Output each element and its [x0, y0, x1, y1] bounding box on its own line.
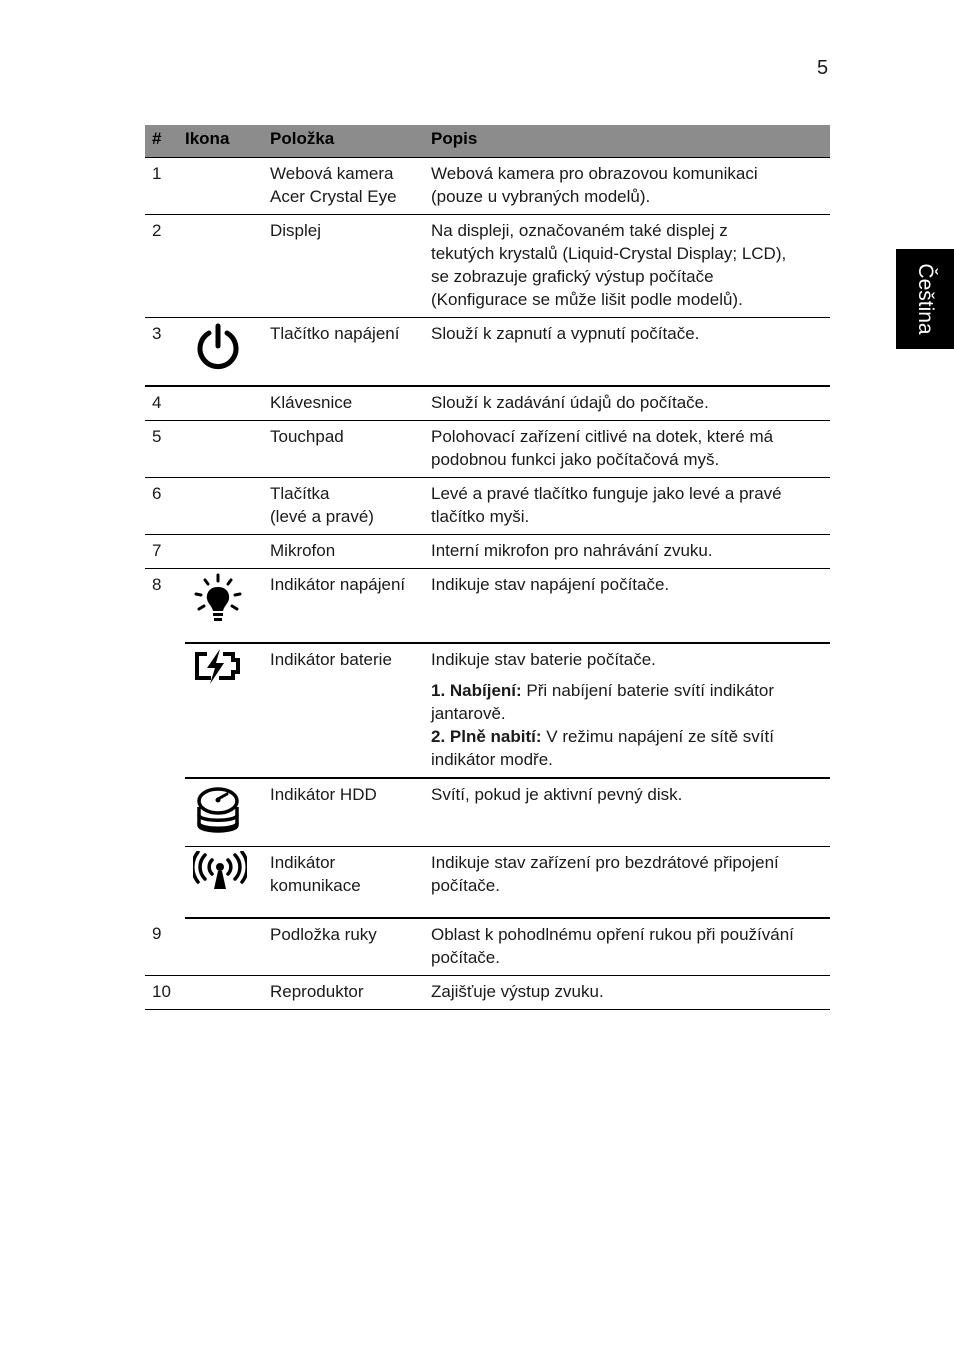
item-line: Acer Crystal Eye: [270, 187, 397, 206]
desc-line: tlačítko myši.: [431, 507, 530, 526]
power-indicator-icon: [193, 573, 243, 625]
desc-line: Levé a pravé tlačítko funguje jako levé a pravé: [431, 484, 782, 503]
row-item: [270, 421, 431, 478]
desc-line: Slouží k zapnutí a vypnutí počítače.: [431, 324, 700, 343]
desc-line: podobnou funkci jako počítačová myš.: [431, 450, 720, 469]
row-icon: [185, 847, 270, 919]
item-line: Mikrofon: [270, 541, 336, 560]
table-row: [145, 535, 830, 569]
row-item: [270, 158, 431, 215]
row-number: 7: [145, 535, 185, 569]
desc-line: počítače.: [431, 876, 500, 895]
item-line: Klávesnice: [270, 393, 353, 412]
table-row: [145, 643, 830, 778]
language-tab-label: Čeština: [914, 263, 937, 335]
row-item: [270, 215, 431, 318]
note-text: indikátor modře.: [431, 750, 553, 769]
row-desc: [431, 778, 830, 847]
row-number: 9: [145, 918, 185, 976]
hdd-icon: [193, 783, 243, 833]
row-icon: [185, 976, 270, 1010]
row-item: [270, 478, 431, 535]
header-item: Položka: [270, 125, 431, 158]
desc-line: Webová kamera pro obrazovou komunikaci: [431, 164, 758, 183]
row-item: [270, 318, 431, 387]
desc-line: Slouží k zadávání údajů do počítače.: [431, 393, 709, 412]
note-text: jantarově.: [431, 704, 506, 723]
row-item: [270, 569, 431, 644]
row-icon: [185, 778, 270, 847]
row-item: [270, 976, 431, 1010]
desc-line: (Konfigurace se může lišit podle modelů).: [431, 290, 743, 309]
note-text: V režimu napájení ze sítě svítí: [541, 727, 774, 746]
note-label: 1. Nabíjení:: [431, 681, 522, 700]
row-desc: [431, 847, 830, 919]
row-item: [270, 778, 431, 847]
battery-icon: [193, 648, 243, 688]
item-line: (levé a pravé): [270, 507, 374, 526]
note-text: Při nabíjení baterie svítí indikátor: [521, 681, 774, 700]
row-desc: [431, 386, 830, 421]
item-line: Touchpad: [270, 427, 344, 446]
header-desc: Popis: [431, 125, 830, 158]
desc-line: Zajišťuje výstup zvuku.: [431, 982, 604, 1001]
wireless-icon: [193, 851, 247, 893]
row-icon: [185, 215, 270, 318]
note: [431, 679, 830, 771]
note-label: 2. Plně nabití:: [431, 727, 542, 746]
language-tab: [896, 249, 954, 349]
page-number: 5: [817, 57, 829, 79]
row-desc: [431, 976, 830, 1010]
item-line: Indikátor baterie: [270, 650, 392, 669]
row-icon: [185, 918, 270, 976]
row-icon: [185, 386, 270, 421]
table-row: [145, 318, 830, 387]
table-row: [145, 215, 830, 318]
table-row: [145, 918, 830, 976]
power-icon: [193, 322, 243, 372]
row-icon: [185, 421, 270, 478]
row-item: [270, 918, 431, 976]
items-table: [145, 125, 830, 1010]
table-row: [145, 421, 830, 478]
table-row: [145, 847, 830, 919]
header-icon: Ikona: [185, 125, 270, 158]
row-icon: [185, 478, 270, 535]
row-icon: [185, 158, 270, 215]
row-number: 1: [145, 158, 185, 215]
table-header-row: [145, 125, 830, 158]
table-row: [145, 569, 830, 644]
desc-line: Na displeji, označovaném také displej z: [431, 221, 728, 240]
desc-line: Indikuje stav baterie počítače.: [431, 650, 656, 669]
item-line: Webová kamera: [270, 164, 394, 183]
desc-line: počítače.: [431, 948, 500, 967]
row-desc: [431, 215, 830, 318]
desc-line: Indikuje stav zařízení pro bezdrátové připojení: [431, 853, 779, 872]
table-row: [145, 386, 830, 421]
row-number: 10: [145, 976, 185, 1010]
row-icon: [185, 569, 270, 644]
row-desc: [431, 318, 830, 387]
row-icon: [185, 318, 270, 387]
row-icon: [185, 535, 270, 569]
row-desc: [431, 158, 830, 215]
row-number: 6: [145, 478, 185, 535]
table-row: [145, 478, 830, 535]
item-line: Indikátor napájení: [270, 575, 406, 594]
desc-line: Oblast k pohodlnému opření rukou při používání: [431, 925, 794, 944]
row-icon: [185, 643, 270, 778]
item-line: Reproduktor: [270, 982, 364, 1001]
row-desc: [431, 535, 830, 569]
table-row: [145, 158, 830, 215]
row-item: [270, 535, 431, 569]
item-line: Displej: [270, 221, 322, 240]
desc-line: se zobrazuje grafický výstup počítače: [431, 267, 714, 286]
item-line: Tlačítko napájení: [270, 324, 400, 343]
desc-line: Svítí, pokud je aktivní pevný disk.: [431, 785, 683, 804]
row-desc: [431, 643, 830, 778]
row-number: 5: [145, 421, 185, 478]
desc-line: tekutých krystalů (Liquid-Crystal Display; LCD),: [431, 244, 787, 263]
desc-line: Interní mikrofon pro nahrávání zvuku.: [431, 541, 713, 560]
row-item: [270, 643, 431, 778]
item-line: Podložka ruky: [270, 925, 377, 944]
row-desc: [431, 918, 830, 976]
row-desc: [431, 569, 830, 644]
table-row: [145, 778, 830, 847]
desc-line: Indikuje stav napájení počítače.: [431, 575, 670, 594]
row-number: 3: [145, 318, 185, 387]
item-line: Indikátor HDD: [270, 785, 377, 804]
item-line: Indikátor: [270, 853, 336, 872]
row-desc: [431, 478, 830, 535]
row-number: 8: [152, 575, 162, 594]
row-item: [270, 386, 431, 421]
table-row: [145, 976, 830, 1010]
row-desc: [431, 421, 830, 478]
desc-line: (pouze u vybraných modelů).: [431, 187, 651, 206]
row-number: 2: [145, 215, 185, 318]
row-item: [270, 847, 431, 919]
desc-line: Polohovací zařízení citlivé na dotek, které má: [431, 427, 774, 446]
header-num: #: [145, 125, 185, 158]
item-line: Tlačítka: [270, 484, 330, 503]
item-line: komunikace: [270, 876, 361, 895]
row-number: 4: [145, 386, 185, 421]
